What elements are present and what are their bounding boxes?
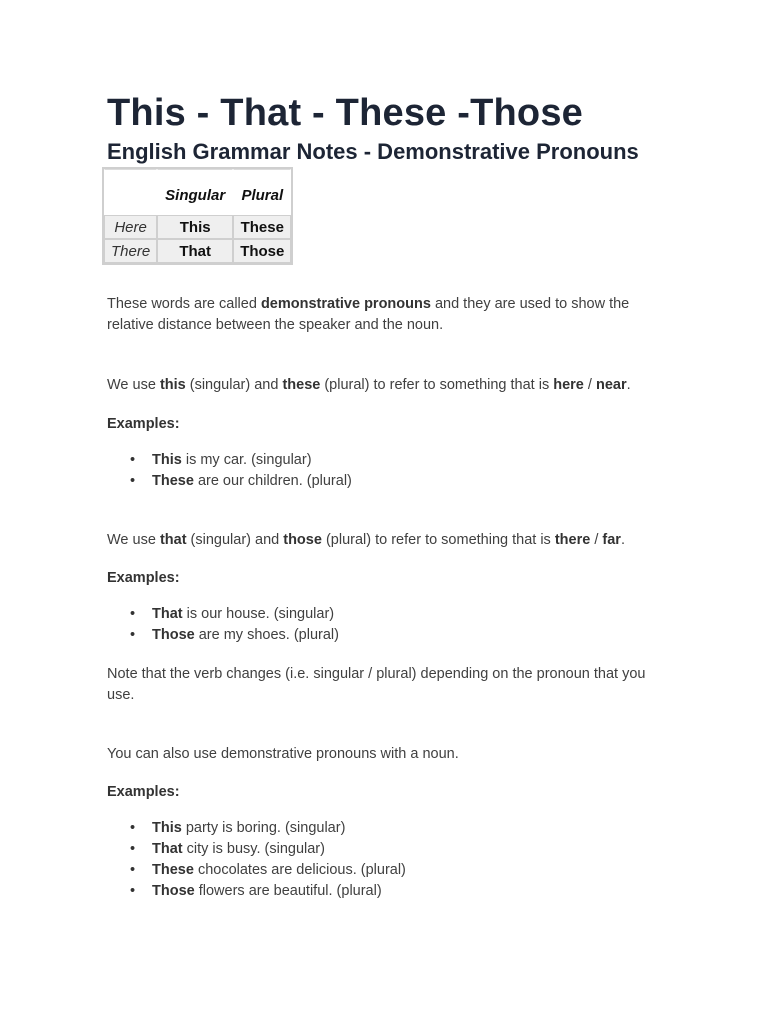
examples-label: Examples: xyxy=(107,416,180,432)
list-item xyxy=(152,881,406,902)
table-row xyxy=(104,239,291,263)
example-text: is my car. (singular) xyxy=(181,452,312,468)
list-item xyxy=(152,818,406,839)
noun-rule-paragraph: You can also use demonstrative pronouns with a noun. xyxy=(107,746,459,762)
pronoun-table xyxy=(102,167,293,265)
rule-term: near xyxy=(595,377,627,393)
example-pronoun: These xyxy=(152,862,194,878)
table-cell: That xyxy=(157,239,233,263)
intro-paragraph xyxy=(107,294,667,336)
rule-term: this xyxy=(159,377,186,393)
example-pronoun: These xyxy=(152,473,194,489)
rule-text: (plural) to refer to something that is xyxy=(321,532,555,548)
rule-text: We use xyxy=(107,377,160,393)
rule-text: . xyxy=(620,532,625,548)
examples-label: Examples: xyxy=(107,570,180,586)
examples-label: Examples: xyxy=(107,784,180,800)
rule-text: / xyxy=(590,532,603,548)
near-examples-list xyxy=(107,450,352,492)
rule-term: far xyxy=(602,532,621,548)
rule-term: there xyxy=(554,532,591,548)
example-text: are our children. (plural) xyxy=(193,473,352,489)
example-text: party is boring. (singular) xyxy=(181,820,346,836)
table-header-plural: Plural xyxy=(233,169,291,215)
example-pronoun: This xyxy=(152,820,182,836)
list-item xyxy=(152,450,352,471)
rule-term: that xyxy=(159,532,187,548)
example-pronoun: That xyxy=(152,841,183,857)
examples-heading xyxy=(107,782,667,803)
example-pronoun: Those xyxy=(152,883,195,899)
examples-heading xyxy=(107,568,667,589)
intro-term: demonstrative pronouns xyxy=(260,296,431,312)
example-pronoun: That xyxy=(152,606,183,622)
example-text: flowers are beautiful. (plural) xyxy=(194,883,382,899)
table-cell: This xyxy=(157,215,233,239)
rule-term: here xyxy=(553,377,584,393)
rule-text: (singular) and xyxy=(186,532,284,548)
rule-text: We use xyxy=(107,532,160,548)
table-corner-cell xyxy=(104,169,157,215)
example-text: is our house. (singular) xyxy=(182,606,335,622)
far-rule-paragraph xyxy=(107,530,667,551)
table-cell: Those xyxy=(233,239,291,263)
table-header-row xyxy=(104,169,291,215)
list-item xyxy=(152,860,406,881)
noun-examples-list xyxy=(107,818,406,902)
rule-term: those xyxy=(283,532,322,548)
page-title: This - That - These -Those xyxy=(107,92,584,134)
near-rule-paragraph xyxy=(107,375,667,396)
rule-text: . xyxy=(626,377,631,393)
list-item xyxy=(152,471,352,492)
example-pronoun: This xyxy=(152,452,182,468)
example-text: city is busy. (singular) xyxy=(182,841,325,857)
example-pronoun: Those xyxy=(152,627,195,643)
rule-text: (plural) to refer to something that is xyxy=(320,377,554,393)
table-cell: These xyxy=(233,215,291,239)
list-item xyxy=(152,604,339,625)
list-item xyxy=(152,839,406,860)
note-paragraph: Note that the verb changes (i.e. singular / plural) depending on the pronoun that you use. xyxy=(107,666,646,703)
example-text: chocolates are delicious. (plural) xyxy=(193,862,406,878)
list-item xyxy=(152,625,339,646)
table-header-singular: Singular xyxy=(157,169,233,215)
page-subtitle: English Grammar Notes - Demonstrative Pronouns xyxy=(107,139,639,164)
example-text: are my shoes. (plural) xyxy=(194,627,339,643)
rule-text: / xyxy=(583,377,596,393)
intro-text: and they are used to show the relative distance between the speaker and the noun. xyxy=(107,296,630,333)
rule-text: (singular) and xyxy=(185,377,283,393)
far-examples-list xyxy=(107,604,339,646)
table-row xyxy=(104,215,291,239)
table-row-label: There xyxy=(104,239,157,263)
intro-text: These words are called xyxy=(107,296,261,312)
rule-term: these xyxy=(282,377,321,393)
examples-heading xyxy=(107,414,667,435)
table-row-label: Here xyxy=(104,215,157,239)
